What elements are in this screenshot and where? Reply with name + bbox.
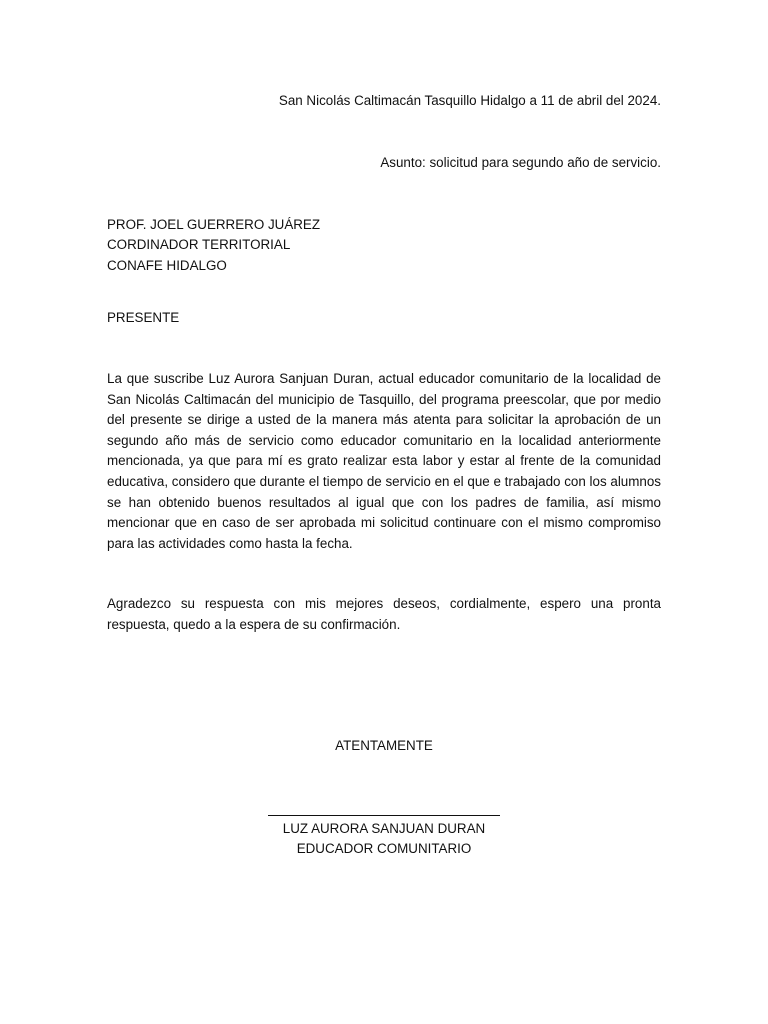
body-paragraph-2: Agradezco su respuesta con mis mejores deseos, cordialmente, espero una pronta respuesta, quedo a la espera de su confirmación. (107, 596, 661, 632)
recipient-name: PROF. JOEL GUERRERO JUÁREZ (107, 217, 321, 232)
subject-line: Asunto: solicitud para segundo año de servicio. (380, 155, 661, 170)
signature-line (268, 815, 500, 816)
place-date: San Nicolás Caltimacán Tasquillo Hidalgo a 11 de abril del 2024. (278, 93, 661, 108)
signer-name: LUZ AURORA SANJUAN DURAN (282, 821, 486, 836)
recipient-organization: CONAFE HIDALGO (107, 258, 227, 273)
valediction: ATENTAMENTE (335, 738, 433, 753)
body-paragraph-1: La que suscribe Luz Aurora Sanjuan Duran, actual educador comunitario de la localidad de San Nicolás Caltimacán del municipio de Tasquillo, del programa preescolar, que por medio del presente se dirige a usted de la manera más atenta para solicitar la aprobación de un segundo año más de servicio como educador comunitario en la localidad anteriormente mencionada, ya que para mí es grato realizar esta labor y estar al frente de la comunidad educativa, considero que durante el tiempo de servicio en el que e trabajado con los alumnos se han obtenido buenos resultados al igual que con los padres de familia, así mismo mencionar que en caso de ser aprobada mi solicitud continuare con el mismo compromiso para las actividades como hasta la fecha. (107, 371, 661, 551)
salutation: PRESENTE (107, 310, 180, 325)
recipient-position: CORDINADOR TERRITORIAL (107, 237, 291, 252)
signer-title: EDUCADOR COMUNITARIO (296, 841, 472, 856)
